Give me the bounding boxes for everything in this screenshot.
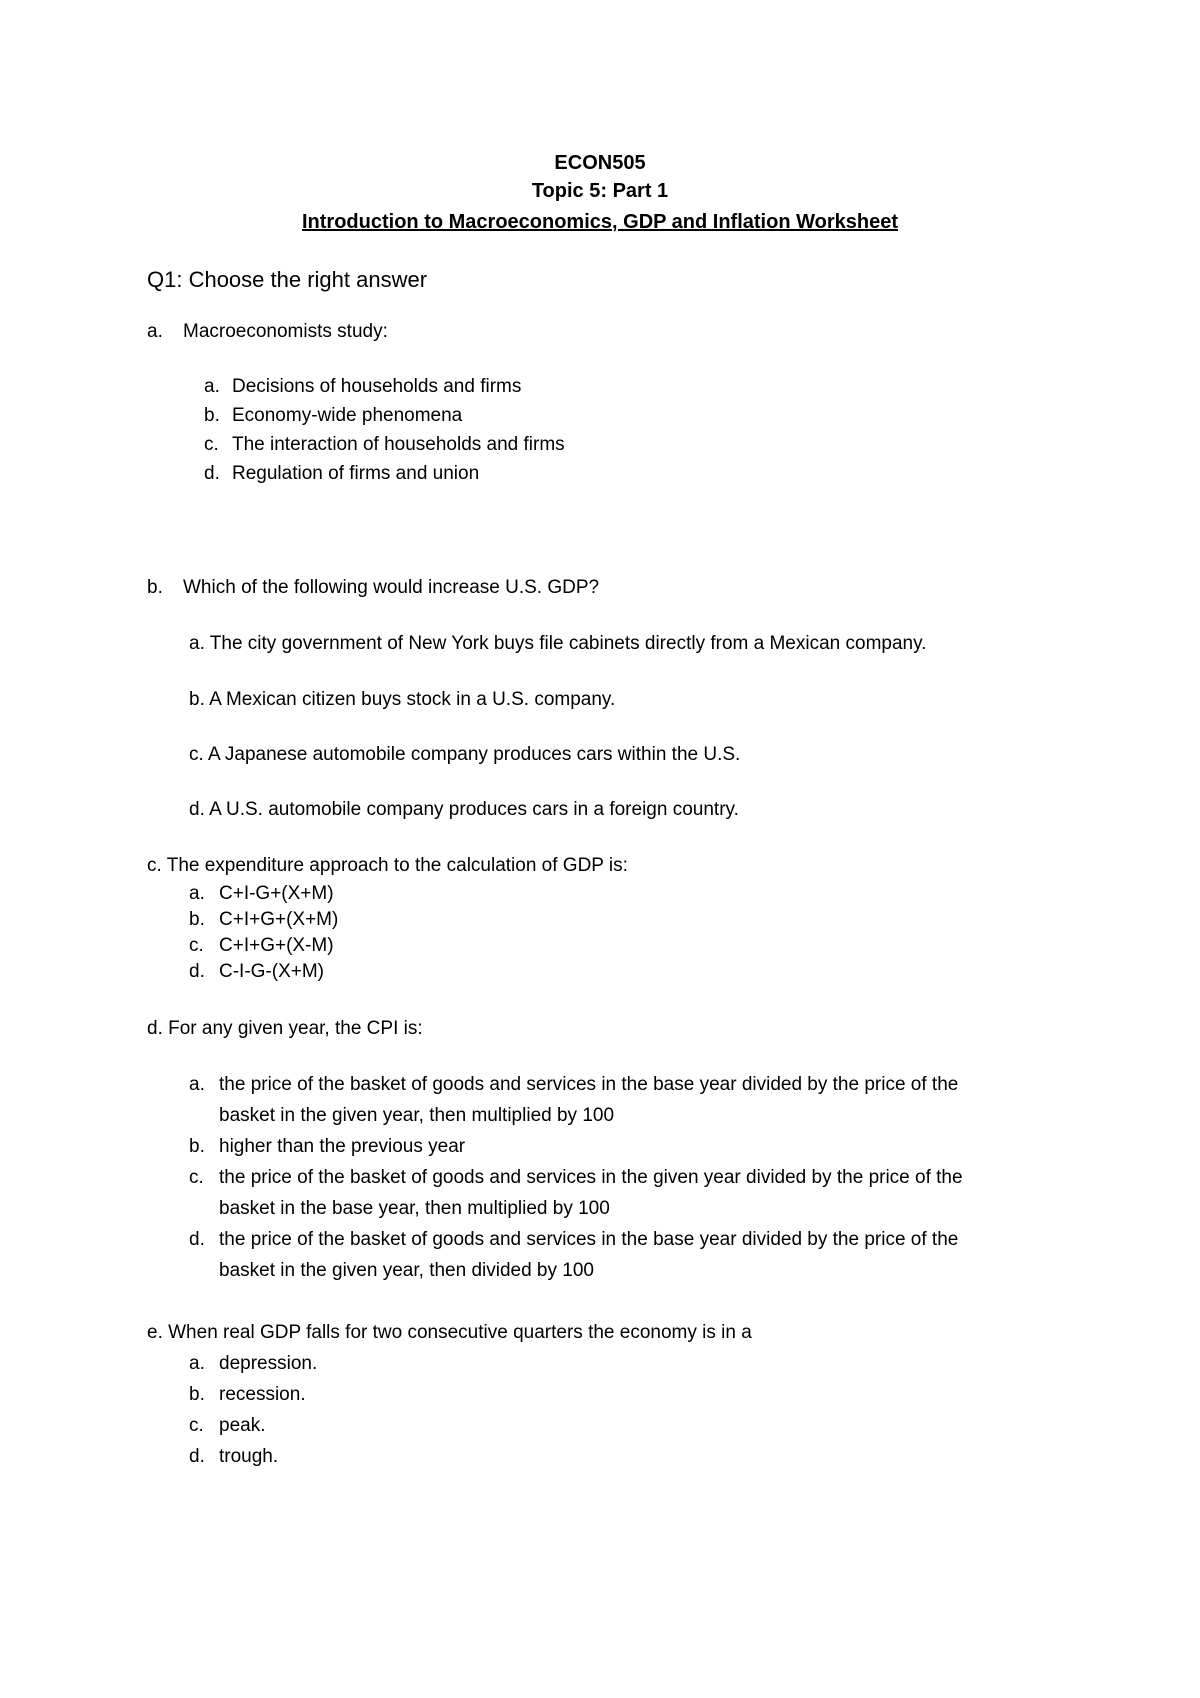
question-a-marker: a.	[147, 321, 163, 342]
option-marker: b.	[189, 1136, 205, 1157]
question-b-marker: b.	[147, 577, 163, 598]
option-text: the price of the basket of goods and services in the base year divided by the price of the	[219, 1229, 959, 1250]
option-text: The interaction of households and firms	[232, 434, 565, 455]
option-text: higher than the previous year	[219, 1136, 466, 1157]
topic-label: Topic 5: Part 1	[531, 180, 669, 202]
option-text-continued: basket in the base year, then multiplied by 100	[219, 1198, 610, 1219]
option-text: depression.	[219, 1353, 318, 1374]
question-heading: Q1: Choose the right answer	[147, 267, 428, 292]
option-text: recession.	[219, 1384, 306, 1405]
option-marker: d.	[189, 961, 205, 982]
option-marker: b.	[189, 909, 205, 930]
option-marker: c.	[189, 935, 204, 956]
course-code: ECON505	[554, 152, 646, 174]
option-marker: d.	[204, 463, 220, 484]
option-marker: b.	[204, 405, 220, 426]
option-marker: a.	[204, 376, 220, 397]
option-text: the price of the basket of goods and services in the given year divided by the price of the	[219, 1167, 963, 1188]
question-a-text: Macroeconomists study:	[183, 321, 388, 342]
option-marker: b.	[189, 1384, 205, 1405]
option-text: Decisions of households and firms	[232, 376, 522, 397]
option-marker: a.	[189, 1353, 205, 1374]
option-text: C+I+G+(X+M)	[219, 909, 339, 930]
question-b-text: Which of the following would increase U.S. GDP?	[183, 577, 600, 598]
question-d-text: d. For any given year, the CPI is:	[147, 1018, 423, 1039]
option-text: C+I-G+(X+M)	[219, 883, 334, 904]
option-marker: a.	[189, 883, 205, 904]
option-text: the price of the basket of goods and services in the base year divided by the price of the	[219, 1074, 959, 1095]
option-text: b. A Mexican citizen buys stock in a U.S. company.	[189, 689, 616, 710]
option-text-continued: basket in the given year, then multiplied by 100	[219, 1105, 615, 1126]
option-text: C-I-G-(X+M)	[219, 961, 325, 982]
option-text: d. A U.S. automobile company produces cars in a foreign country.	[189, 799, 739, 820]
option-marker: c.	[189, 1167, 204, 1188]
option-marker: d.	[189, 1446, 205, 1467]
option-marker: d.	[189, 1229, 205, 1250]
worksheet-title: Introduction to Macroeconomics, GDP and Inflation Worksheet	[302, 211, 898, 233]
option-marker: c.	[189, 1415, 204, 1436]
option-text: trough.	[219, 1446, 279, 1467]
option-marker: c.	[204, 434, 219, 455]
option-text: c. A Japanese automobile company produces cars within the U.S.	[189, 744, 741, 765]
option-marker: a.	[189, 1074, 205, 1095]
question-c-text: c. The expenditure approach to the calculation of GDP is:	[147, 855, 628, 876]
option-text: C+I+G+(X-M)	[219, 935, 334, 956]
option-text: peak.	[219, 1415, 266, 1436]
option-text: a. The city government of New York buys file cabinets directly from a Mexican company.	[189, 633, 927, 654]
option-text: Economy-wide phenomena	[232, 405, 463, 426]
option-text: Regulation of firms and union	[232, 463, 480, 484]
question-e-text: e. When real GDP falls for two consecutive quarters the economy is in a	[147, 1322, 752, 1343]
option-text-continued: basket in the given year, then divided by 100	[219, 1260, 594, 1281]
